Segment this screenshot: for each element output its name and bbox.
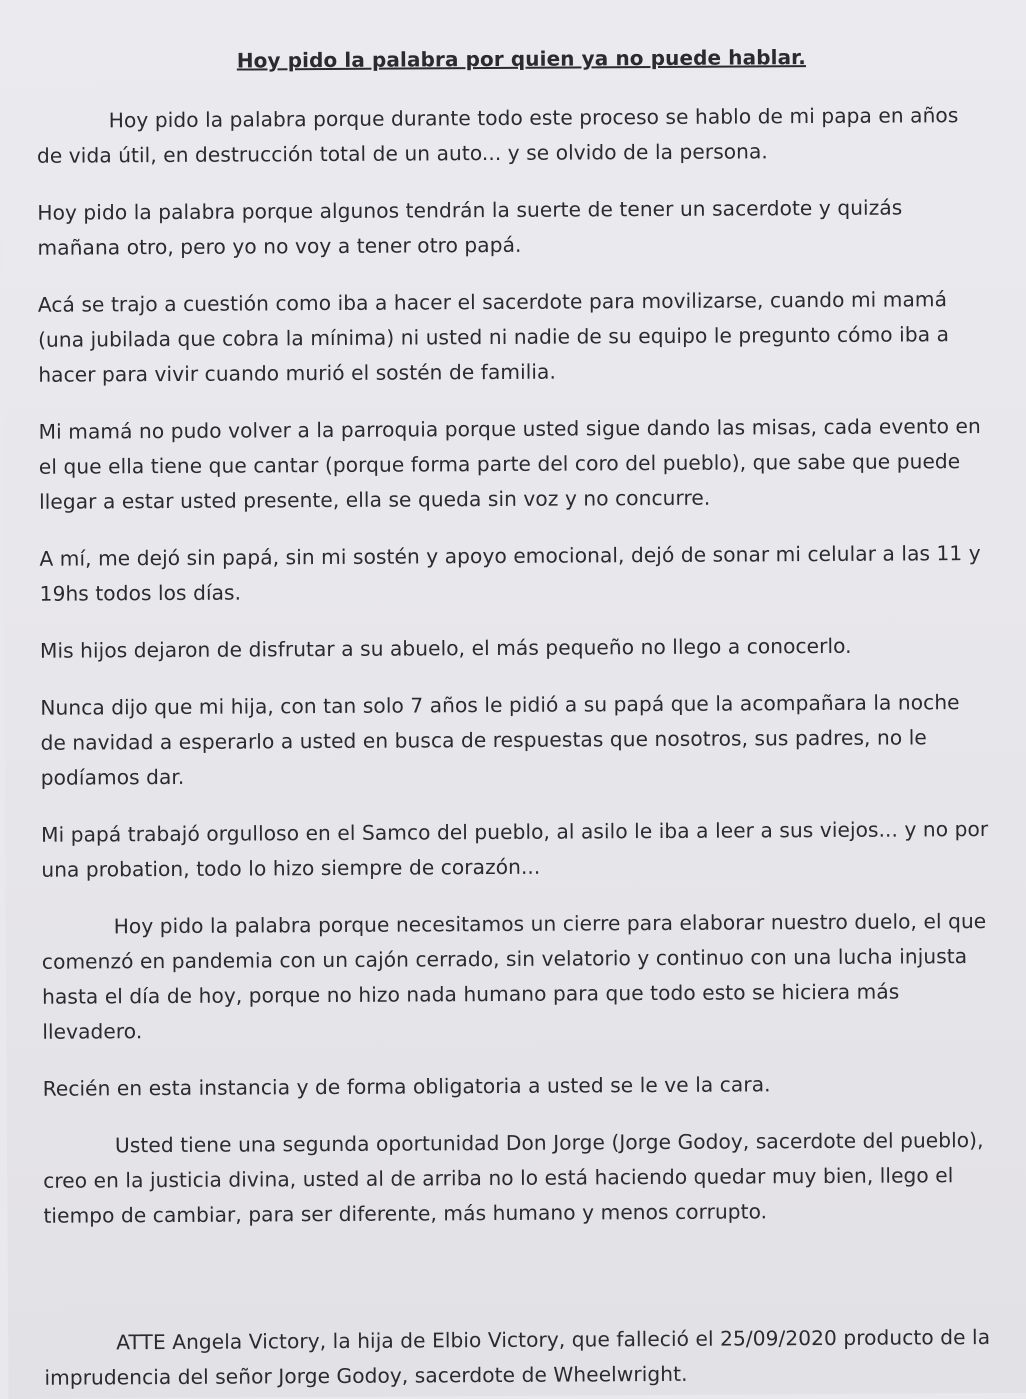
paragraph-10: Recién en esta instancia y de forma obligatoria a usted se le ve la cara. — [42, 1072, 771, 1101]
paragraph-9: Hoy pido la palabra porque necesitamos un cierre para elaborar nuestro duelo, el que comenzó en pandemia con un cajón cerrado, sin velatorio y continuo con una lucha injusta hasta el día de hoy, porque no hizo nada humano para que todo esto se hiciera más llevadero. — [41, 908, 987, 1044]
paragraph-4: Mi mamá no pudo volver a la parroquia porque usted sigue dando las misas, cada evento en el que ella tiene que cantar (porque forma parte del coro del pueblo), que sabe que puede llegar a estar usted presente, ella se queda sin voz y no concurre. — [38, 414, 981, 514]
paragraph-11: Usted tiene una segunda oportunidad Don Jorge (Jorge Godoy, sacerdote del pueblo), creo en la justicia divina, usted al de arriba no lo está haciendo quedar muy bien, llego el tiempo de cambiar, para ser diferente, más humano y menos corrupto. — [43, 1128, 984, 1228]
paragraph-3: Acá se trajo a cuestión como iba a hacer el sacerdote para movilizarse, cuando mi mamá (una jubilada que cobra la mínima) ni usted ni nadie de su equipo le pregunto cómo iba a hacer para vivir cuando murió el sostén de familia. — [37, 287, 950, 387]
signature: ATTE Angela Victory, la hija de Elbio Victory, que falleció el 25/09/2020 producto de la imprudencia del señor Jorge Godoy, sacerdote de Wheelwright. — [44, 1324, 991, 1390]
spacer — [44, 1250, 994, 1326]
paragraph-5: A mí, me dejó sin papá, sin mi sostén y apoyo emocional, dejó de sonar mi celular a las 11 y 19hs todos los días. — [39, 541, 981, 606]
paragraph-1: Hoy pido la palabra porque durante todo este proceso se hablo de mi papa en años de vida útil, en destrucción total de un auto... y se olvido de la persona. — [36, 103, 959, 168]
paragraph-2: Hoy pido la palabra porque algunos tendrán la suerte de tener un sacerdote y quizás mañana otro, pero yo no voy a tener otro papá. — [37, 195, 903, 260]
paragraph-7: Nunca dijo que mi hija, con tan solo 7 años le pidió a su papá que la acompañara la noche de navidad a esperarlo a usted en busca de respuestas que nosotros, sus padres, no le podíamos dar. — [40, 690, 960, 790]
paragraph-6: Mis hijos dejaron de disfrutar a su abuelo, el más pequeño no llego a conocerlo. — [39, 633, 852, 663]
document-title: Hoy pido la palabra por quien ya no puede hablar. — [236, 45, 807, 73]
paragraph-8: Mi papá trabajó orgulloso en el Samco del pueblo, al asilo le iba a leer a sus viejos... y no por una probation, todo lo hizo siempre de corazón... — [41, 816, 989, 882]
